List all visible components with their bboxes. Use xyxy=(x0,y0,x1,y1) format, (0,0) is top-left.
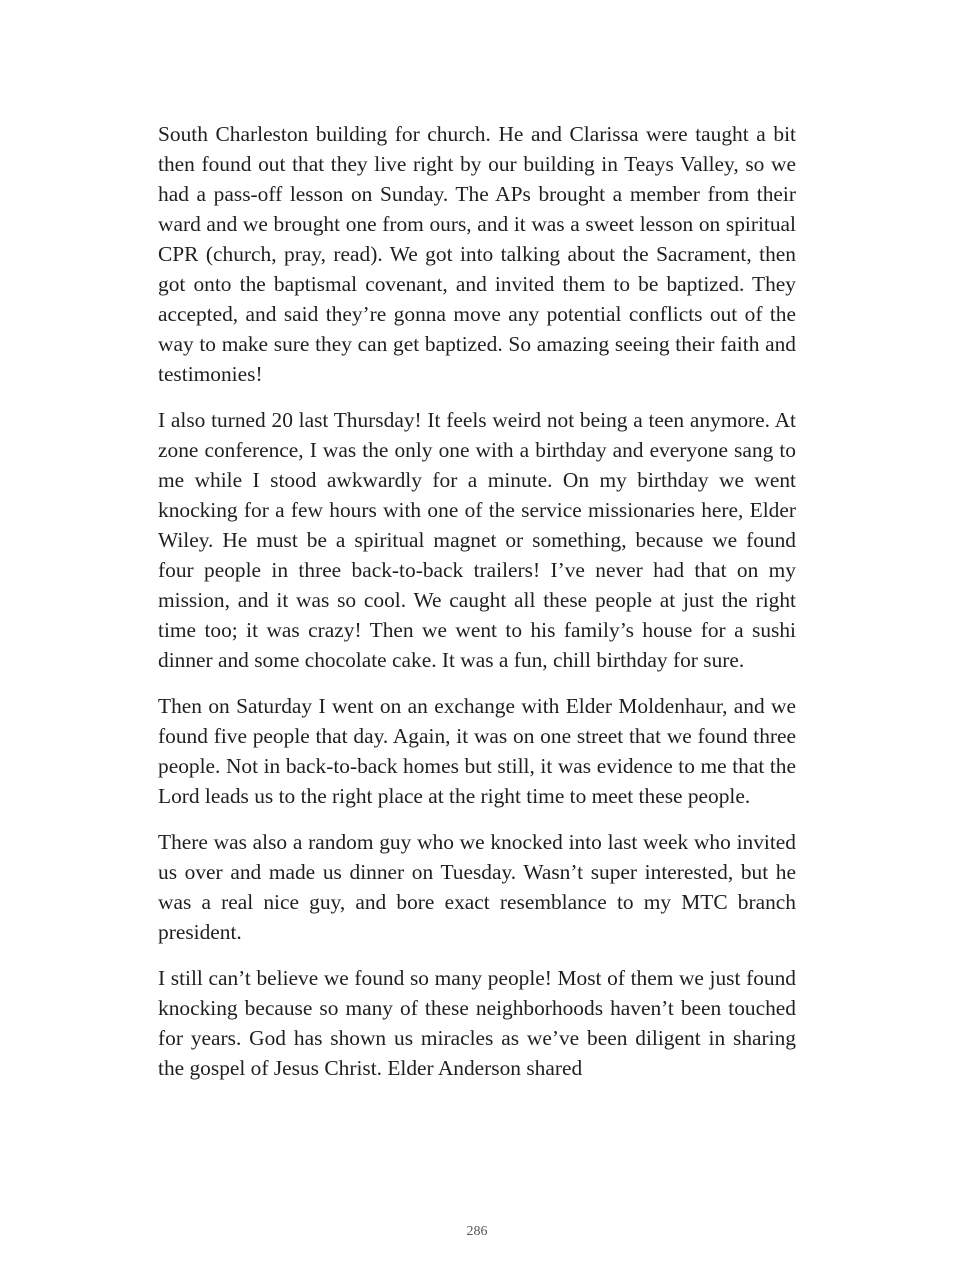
paragraph-4: There was also a random guy who we knocked into last week who invited us over and made us dinner on Tuesday. Wasn’t super interested, but he was a real nice guy, and bore exact resemblance to my MTC branch president. xyxy=(158,830,796,944)
paragraph-2: I also turned 20 last Thursday! It feels weird not being a teen anymore. At zone conference, I was the only one with a birthday and everyone sang to me while I stood awkwardly for a minute. On my birthday we went knocking for a few hours with one of the service missionaries here, Elder Wiley. He must be a spiritual magnet or something, because we found four people in three back-to-back trailers! I’ve never had that on my mission, and it was so cool. We caught all these people at just the right time too; it was crazy! Then we went to his family’s house for a sushi dinner and some chocolate cake. It was a fun, chill birthday for sure. xyxy=(158,408,796,672)
page-number: 286 xyxy=(466,1224,488,1239)
paragraph-3: Then on Saturday I went on an exchange with Elder Moldenhaur, and we found five people that day. Again, it was on one street that we found three people. Not in back-to-back homes but still, it was evidence to me that the Lord leads us to the right place at the right time to meet these people. xyxy=(158,694,796,808)
paragraph-5: I still can’t believe we found so many people! Most of them we just found knocking because so many of these neighborhoods haven’t been touched for years. God has shown us miracles as we’ve been diligent in sharing the gospel of Jesus Christ. Elder Anderson shared xyxy=(158,966,796,1080)
page-body xyxy=(158,119,796,1099)
paragraph-1: South Charleston building for church. He and Clarissa were taught a bit then found out that they live right by our building in Teays Valley, so we had a pass-off lesson on Sunday. The APs brought a member from their ward and we brought one from ours, and it was a sweet lesson on spiritual CPR (church, pray, read). We got into talking about the Sacrament, then got onto the baptismal covenant, and invited them to be baptized. They accepted, and said they’re gonna move any potential conflicts out of the way to make sure they can get baptized. So amazing seeing their faith and testimonies! xyxy=(158,122,796,386)
